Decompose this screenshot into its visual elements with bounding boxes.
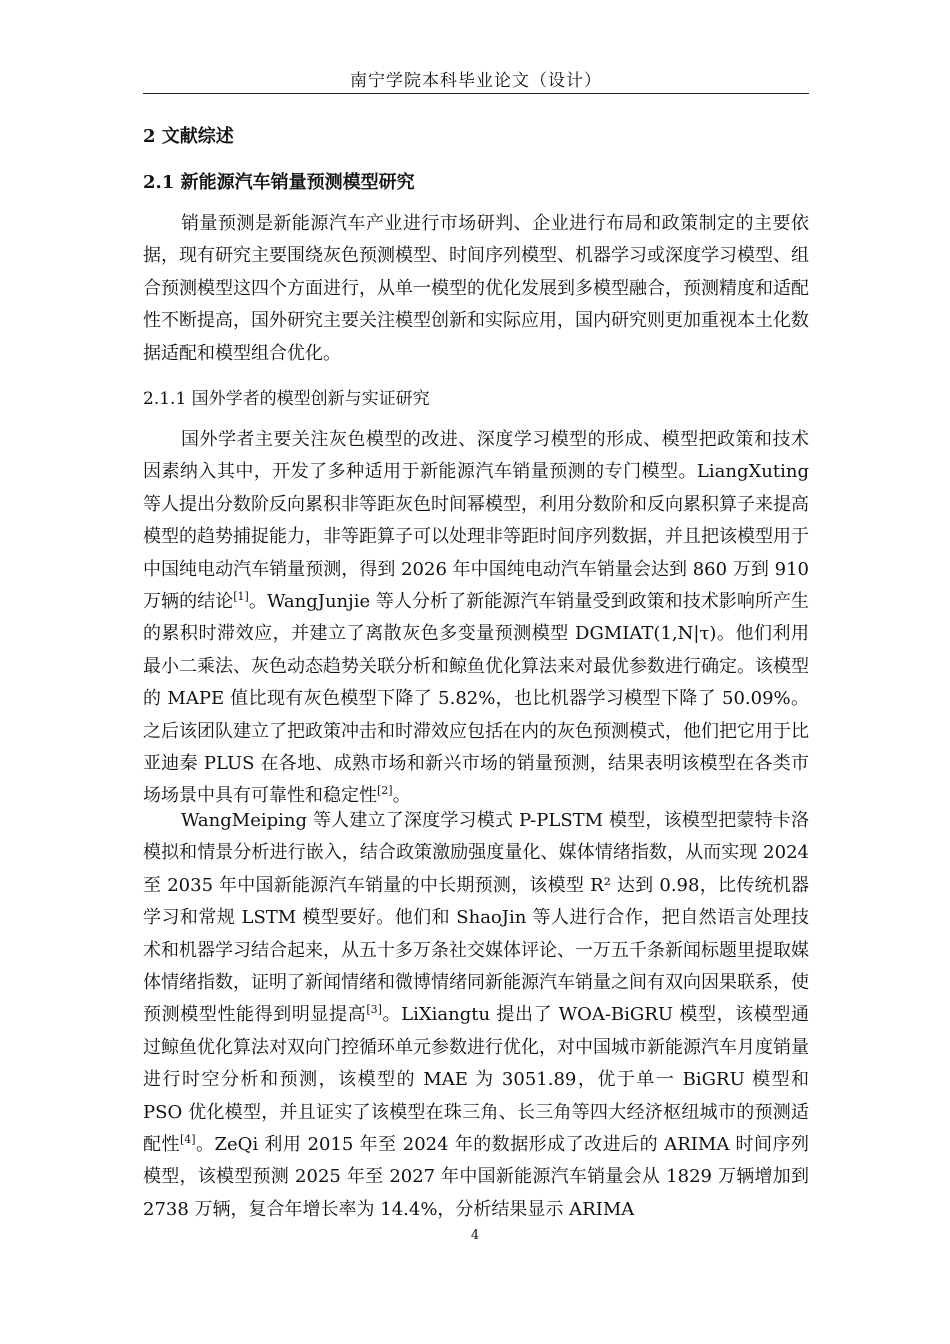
page-number: 4 (470, 1228, 480, 1243)
citation-marker: [3] (366, 1003, 382, 1017)
citation-marker: [2] (377, 784, 393, 798)
intro-paragraph: 销量预测是新能源汽车产业进行市场研判、企业进行布局和政策制定的主要依据，现有研究主要围绕灰色预测模型、时间序列模型、机器学习或深度学习模型、组合预测模型这四个方面进行，从单一模型的优化发展到多模型融合，预测精度和适配性不断提高，国外研究主要关注模型创新和实际应用，国内研究则更加重视本土化数据适配和模型组合优化。 (143, 213, 809, 364)
section-heading: 2 文献综述 (143, 126, 234, 147)
paragraph-text: 。LiXiangtu 提出了 WOA-BiGRU 模型，该模型通过鲸鱼优化算法对双向门控循环单元参数进行优化，对中国城市新能源汽车月度销量进行时空分析和预测，该模型的 MAE 为 3051.89，优于单一 BiGRU 模型和 PSO 优化模型，并且证实了该模型在珠三角、长三角等四大经济枢纽城市的预测适配性 (143, 1004, 810, 1156)
paragraph-text: WangMeiping 等人建立了深度学习模式 P-PLSTM 模型，该模型把蒙特卡洛模拟和情景分析进行嵌入，结合政策激励强度量化、媒体情绪指数，从而实现 2024 至 2035 年中国新能源汽车销量的中长期预测，该模型 R² 达到 0.98，比传统机器学习和常规 LSTM 模型要好。他们和 ShaoJin 等人进行合作，把自然语言处理技术和机器学习结合起来，从五十多万条社交媒体评论、一万五千条新闻标题里提取媒体情绪指数，证明了新闻情绪和微博情绪同新能源汽车销量之间有双向因果联系，使预测模型性能得到明显提高 (143, 810, 809, 1026)
paragraph-text: 。 (392, 785, 411, 807)
paragraph-text: 。WangJunjie 等人分析了新能源汽车销量受到政策和技术影响所产生的累积时滞效应，并建立了离散灰色多变量预测模型 DGMIAT(1,N|τ)。他们利用最小二乘法、灰色动态趋势关联分析和鲸鱼优化算法来对最优参数进行确定。该模型的 MAPE 值比现有灰色模型下降了 5.82%，也比机器学习模型下降了 50.09%。之后该团队建立了把政策冲击和时滞效应包括在内的灰色预测模式，他们把它用于比亚迪秦 PLUS 在各地、成熟市场和新兴市场的销量预测，结果表明该模型在各类市场场景中具有可靠性和稳定性 (143, 591, 809, 807)
running-header: 南宁学院本科毕业论文（设计） (350, 71, 602, 91)
subsubsection-heading: 2.1.1 国外学者的模型创新与实证研究 (143, 389, 430, 409)
citation-marker: [4] (179, 1133, 196, 1147)
header-rule (143, 93, 809, 94)
body-paragraph-2 (143, 805, 809, 1226)
subsection-heading: 2.1 新能源汽车销量预测模型研究 (143, 172, 415, 193)
citation-marker: [1] (233, 590, 249, 604)
paragraph-text: 。ZeQi 利用 2015 年至 2024 年的数据形成了改进后的 ARIMA 时间序列模型，该模型预测 2025 年至 2027 年中国新能源汽车销量会从 1829 万辆增加到 2738 万辆，复合年增长率为 14.4%，分析结果显示 ARIMA (143, 1134, 809, 1220)
body-paragraph-1 (143, 424, 809, 813)
paragraph-text: 国外学者主要关注灰色模型的改进、深度学习模型的形成、模型把政策和技术因素纳入其中，开发了多种适用于新能源汽车销量预测的专门模型。LiangXuting 等人提出分数阶反向累积非等距灰色时间幂模型，利用分数阶和反向累积算子来提高模型的趋势捕捉能力，非等距算子可以处理非等距时间序列数据，并且把该模型用于中国纯电动汽车销量预测，得到 2026 年中国纯电动汽车销量会达到 860 万到 910 万辆的结论 (143, 429, 809, 613)
